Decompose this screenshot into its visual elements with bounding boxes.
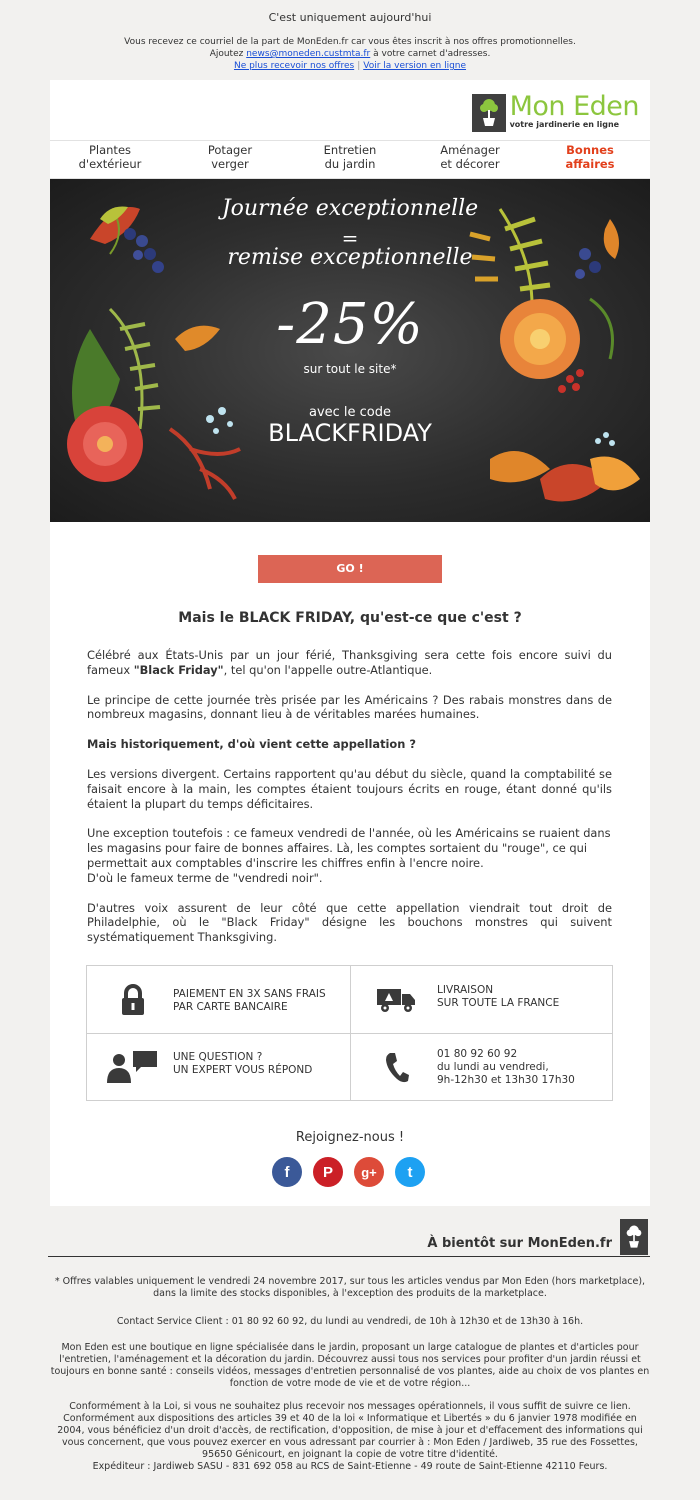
twitter-icon[interactable]: t — [395, 1157, 425, 1187]
googleplus-icon[interactable]: g+ — [354, 1157, 384, 1187]
expert-chat-icon — [105, 1048, 161, 1088]
feature-phone-text — [437, 1048, 575, 1087]
article-paragraph-2: Le principe de cette journée très prisée par les Américains ? Des rabais monstres dans de nombreux magasins, donnant lieu à de véritables marées humaines. — [87, 692, 612, 722]
nav-label-line2: et décorer — [440, 157, 500, 171]
tree-pot-icon — [472, 94, 506, 132]
logo-bar — [50, 80, 650, 141]
feature-payment — [87, 966, 350, 1033]
p5-text-a: Une exception toutefois : ce fameux vendredi de l'année, où les Américains se ruaient dans les magasins pour faire de bonnes affaires. Là, les comptes sortaient du "rouge", ce qui permettait aux comptables d'inscrire les chiffres enfin à l'encre noire. — [87, 826, 611, 870]
nav-label-line1: Aménager — [440, 143, 500, 157]
feature-phone-line3: 9h-12h30 et 13h30 17h30 — [437, 1074, 575, 1086]
footer-sender: Expéditeur : Jardiweb SASU - 831 692 058 au RCS de Saint-Etienne - 49 route de Saint-Etienne 42110 Feurs. — [92, 1461, 608, 1472]
feature-delivery-line1: LIVRAISON — [437, 984, 494, 996]
footer-contact: Contact Service Client : 01 80 92 60 92, du lundi au vendredi, de 10h à 12h30 et de 13h30 à 16h. — [116, 1316, 584, 1327]
notice-line-2-suffix: à votre carnet d'adresses. — [370, 49, 491, 59]
nav-label-line2: affaires — [565, 157, 615, 171]
hero-banner[interactable] — [50, 179, 650, 522]
moneden-logo[interactable] — [472, 93, 639, 132]
nav-label-line2: verger — [211, 157, 249, 171]
unsubscribe-link[interactable]: Ne plus recevoir nos offres — [233, 61, 355, 71]
notice-links — [0, 60, 700, 72]
feature-payment-line2: PAR CARTE BANCAIRE — [173, 1001, 288, 1013]
hero-title-line2: remise exceptionnelle — [227, 245, 473, 270]
promo-code-intro: avec le code — [308, 405, 392, 420]
nav-label-line1: Potager — [207, 143, 253, 157]
nav-item-plantes-exterieur[interactable] — [50, 141, 170, 178]
article-subheading: Mais historiquement, d'où vient cette appellation ? — [87, 737, 416, 752]
nav-item-bonnes-affaires[interactable] — [530, 141, 650, 178]
logo-tagline: votre jardinerie en ligne — [509, 120, 620, 129]
phone-number-link[interactable]: 01 80 92 60 92 — [437, 1048, 518, 1060]
nav-label-line1: Plantes — [88, 143, 132, 157]
feature-delivery — [351, 966, 614, 1033]
hero-title-line1: Journée exceptionnelle — [221, 196, 479, 221]
footer-legal: Conformément à la Loi, si vous ne souhaitez plus recevoir nos messages opérationnels, il vous suffit de suivre ce lien. Conformément aux dispositions des articles 39 et 40 de la loi « Informatique et Libertés » du 6 janvier 1978 modifiée en 2004, vous bénéficiez d'un droit d'accès, de rectification, d'opposition, de mise à jour et d'effacement des informations qui vous concernent, que vous pouvez exercer en vous adressant par courrier à : Mon Eden / Jardiweb, 35 rue des Fossettes, 95650 Génicourt, en joignant la copie de votre titre d'identité. — [57, 1401, 643, 1460]
pinterest-icon[interactable]: P — [313, 1157, 343, 1187]
social-links — [272, 1157, 425, 1187]
footer-offer-terms: * Offres valables uniquement le vendredi 24 novembre 2017, sur tous les articles vendus par Mon Eden (hors marketplace), dans la limite des stocks disponibles, à l'exception des produits de la marketplace. — [54, 1276, 646, 1299]
service-features — [86, 965, 613, 1101]
facebook-icon[interactable]: f — [272, 1157, 302, 1187]
article-paragraph-1 — [87, 648, 612, 678]
article-body — [87, 648, 612, 960]
feature-phone-line2: du lundi au vendredi, — [437, 1061, 549, 1073]
p1-text-a: Célébré aux États-Unis par un jour férié, Thanksgiving sera cette fois encore suivi du fameux — [87, 648, 612, 677]
feature-payment-text — [173, 988, 326, 1014]
nav-label-line2: du jardin — [324, 157, 376, 171]
small-logo-icon[interactable] — [620, 1219, 648, 1255]
feature-payment-line1: PAIEMENT EN 3X SANS FRAIS — [173, 988, 326, 1000]
sender-email-link[interactable]: news@moneden.custmta.fr — [246, 49, 371, 59]
main-nav — [50, 141, 650, 179]
signoff-bar — [48, 1218, 650, 1257]
article-paragraph-6: D'autres voix assurent de leur côté que cette appellation viendrait tout droit de Philadelphie, où le "Black Friday" désigne les bouchons monstres qui suivent systématiquement Thanksgiving. — [87, 900, 612, 945]
hero-equals: = — [341, 226, 359, 250]
feature-question-text — [173, 1051, 312, 1077]
notice-line-2 — [0, 48, 700, 60]
notice-line-2-prefix: Ajoutez — [209, 49, 247, 59]
notice-line-1: Vous recevez ce courriel de la part de MonEden.fr car vous êtes inscrit à nos offres promotionnelles. — [124, 37, 576, 47]
feature-question-line2: UN EXPERT VOUS RÉPOND — [173, 1064, 313, 1076]
p1-bold: "Black Friday" — [133, 662, 224, 677]
nav-item-potager-verger[interactable] — [170, 141, 290, 178]
discount-scope: sur tout le site* — [303, 362, 397, 376]
subscription-notice — [0, 36, 700, 80]
logo-name: Mon Eden — [509, 91, 639, 122]
join-us-heading: Rejoignez-nous ! — [295, 1130, 405, 1145]
feature-phone — [351, 1034, 614, 1101]
discount-percent: -25% — [276, 292, 424, 357]
link-separator: | — [357, 61, 361, 71]
lock-icon — [105, 980, 161, 1020]
article-paragraph-5 — [87, 826, 612, 885]
promo-code: BLACKFRIDAY — [268, 419, 432, 447]
view-online-link[interactable]: Voir la version en ligne — [363, 61, 467, 71]
nav-label-line2: d'extérieur — [78, 157, 142, 171]
nav-label-line1: Entretien — [323, 143, 377, 157]
feature-question-line1: UNE QUESTION ? — [173, 1051, 263, 1063]
preheader-text: C'est uniquement aujourd'hui — [268, 11, 432, 24]
logo-text — [510, 93, 639, 129]
nav-label-line1: Bonnes — [566, 143, 614, 157]
p5-text-b: D'où le fameux terme de "vendredi noir". — [87, 870, 323, 885]
p1-text-b: , tel qu'on l'appelle outre-Atlantique. — [223, 662, 433, 677]
feature-delivery-text — [437, 984, 559, 1010]
footer-about: Mon Eden est une boutique en ligne spécialisée dans le jardin, proposant un large catalogue de plantes et d'articles pour l'entretien, l'aménagement et la décoration du jardin. Découvrez aussi tous nos services pour profiter d'un jardin réussi et toujours en bonne santé : conseils vidéos, messages d'entretien personnalisé de vos plantes, aide au choix de vos plantes en fonction de votre mode de vie et de votre région... — [50, 1342, 650, 1389]
nav-item-entretien-jardin[interactable] — [290, 141, 410, 178]
email-header — [50, 80, 650, 179]
feature-question — [87, 1034, 350, 1101]
delivery-truck-icon — [369, 980, 425, 1020]
article-title: Mais le BLACK FRIDAY, qu'est-ce que c'est ? — [178, 610, 522, 626]
signoff-text: À bientôt sur MonEden.fr — [427, 1236, 612, 1251]
phone-icon — [369, 1048, 425, 1088]
feature-delivery-line2: SUR TOUTE LA FRANCE — [437, 997, 560, 1009]
article-paragraph-4: Les versions divergent. Certains rapportent qu'au début du siècle, quand la comptabilité se faisait encore à la main, les comptes étaient toujours écrits en rouge, étant donné qu'ils étaient la plupart du temps déficitaires. — [87, 766, 612, 811]
nav-item-amenager-decorer[interactable] — [410, 141, 530, 178]
go-button[interactable]: GO ! — [258, 555, 442, 583]
